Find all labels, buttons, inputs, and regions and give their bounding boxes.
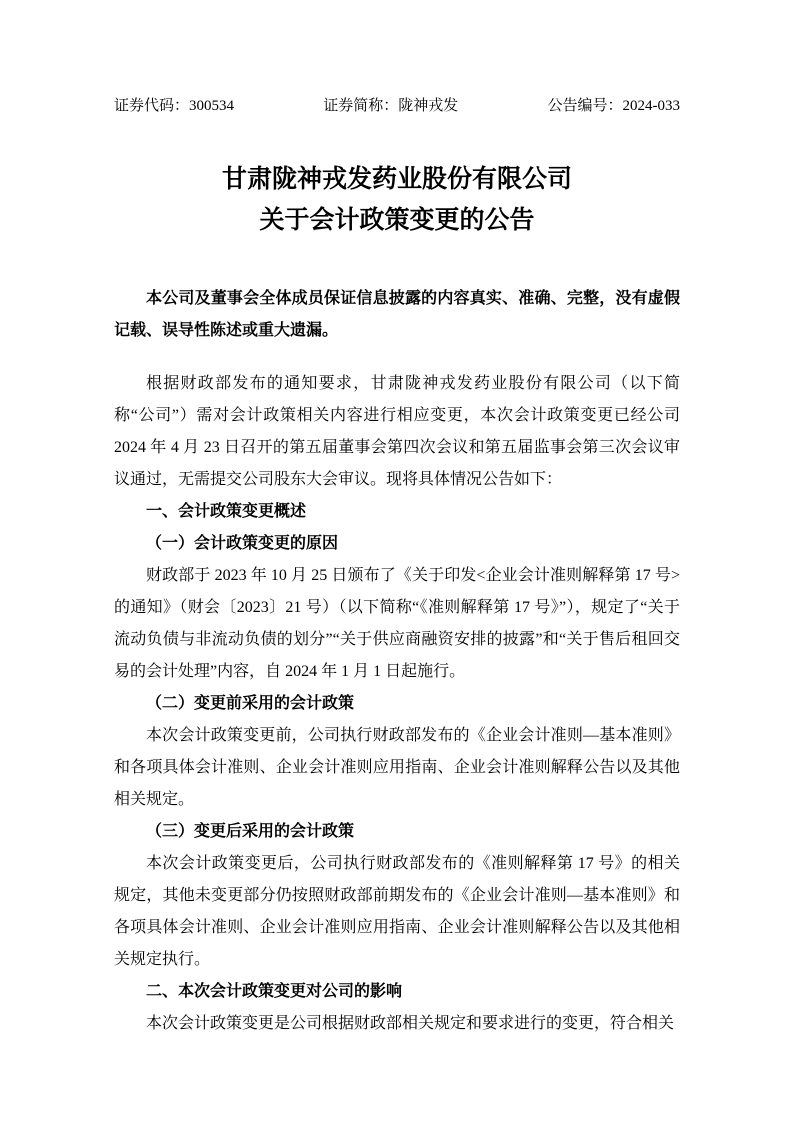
section-1-2-paragraph: 本次会计政策变更前，公司执行财政部发布的《企业会计准则—基本准则》和各项具体会计准则、企业会计准则应用指南、企业会计准则解释公告以及其他相关规定。 xyxy=(114,727,680,808)
section-2-heading: 二、本次会计政策变更对公司的影响 xyxy=(146,983,403,1000)
document-header xyxy=(114,96,680,117)
disclosure-statement: 本公司及董事会全体成员保证信息披露的内容真实、准确、完整，没有虚假记载、误导性陈述或重大遗漏。 xyxy=(114,290,680,339)
securities-code: 证券代码：300534 xyxy=(114,98,235,114)
securities-abbr: 证券简称：陇神戎发 xyxy=(323,98,459,114)
announcement-number: 公告编号：2024-033 xyxy=(547,98,680,114)
intro-paragraph: 根据财政部发布的通知要求，甘肃陇神戎发药业股份有限公司（以下简称“公司”）需对会计政策相关内容进行相应变更，本次会计政策变更已经公司 2024 年 4 月 23 日召开的第五届董事会第四次会议和第五届监事会第三次会议审议通过，无需提交公司股东大会审议。现将具体情况公告如下： xyxy=(114,375,680,488)
section-1-3-heading: （三）变更后采用的会计政策 xyxy=(146,823,355,840)
section-2-paragraph-partial: 本次会计政策变更是公司根据财政部相关规定和要求进行的变更，符合相关 xyxy=(146,1015,675,1032)
section-1-heading: 一、会计政策变更概述 xyxy=(146,503,307,520)
announcement-title: 关于会计政策变更的公告 xyxy=(259,207,535,234)
section-1-1-heading: （一）会计政策变更的原因 xyxy=(146,535,339,552)
section-1-3-paragraph: 本次会计政策变更后，公司执行财政部发布的《准则解释第 17 号》的相关规定，其他未变更部分仍按照财政部前期发布的《企业会计准则—基本准则》和各项具体会计准则、企业会计准则应用指南、企业会计准则解释公告以及其他相关规定执行。 xyxy=(114,855,680,968)
section-1-1-paragraph: 财政部于 2023 年 10 月 25 日颁布了《关于印发<企业会计准则解释第 17 号>的通知》（财会〔2023〕21 号）（以下简称“《准则解释第 17 号》”），规定了“关于流动负债与非流动负债的划分”“关于供应商融资安排的披露”和“关于售后租回交易的会计处理”内容，自 2024 年 1 月 1 日起施行。 xyxy=(114,567,680,680)
title-block xyxy=(114,159,680,241)
document-body xyxy=(114,368,680,1040)
company-name-title: 甘肃陇神戎发药业股份有限公司 xyxy=(221,166,572,193)
section-1-2-heading: （二）变更前采用的会计政策 xyxy=(146,695,355,712)
